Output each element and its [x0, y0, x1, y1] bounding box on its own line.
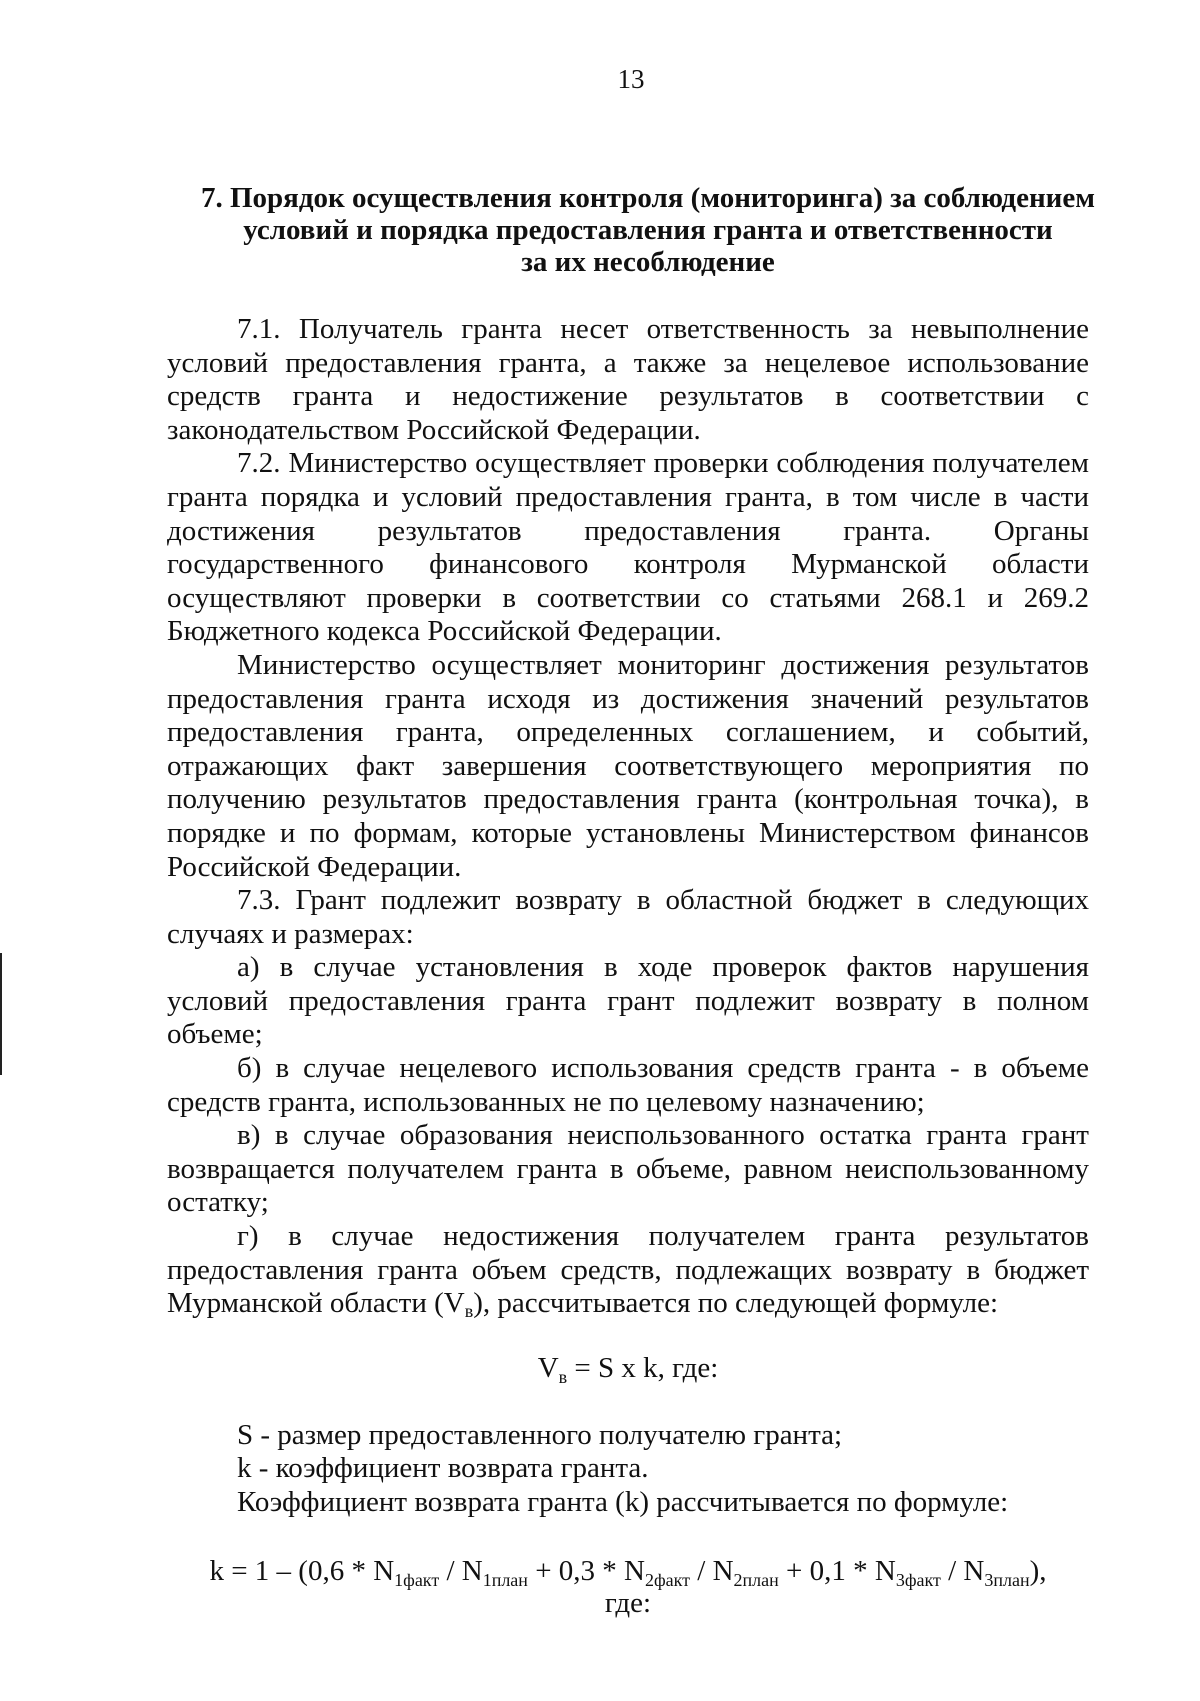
- formula-vb-v: V: [537, 1351, 559, 1384]
- formula-k-where: где:: [604, 1586, 652, 1619]
- formula-k-part-2: / N: [439, 1554, 483, 1587]
- formula-vb-rest: = S x k, где:: [567, 1351, 719, 1384]
- scan-edge-mark: [0, 953, 2, 1075]
- paragraph-7-2: 7.2. Министерство осуществляет проверки соблюдения получателем гранта порядка и условий предоставления гранта, в том числе в части достижения результатов предоставления гранта. Органы государственного финансового контроля Мурманской области осуществляют проверки в соответствии со статьями 268.1 и 269.2 Бюджетного кодекса Российской Федерации.: [167, 447, 1089, 648]
- formula-vb-subscript: в: [558, 1366, 568, 1387]
- paragraph-7-2-monitoring: Министерство осуществляет мониторинг достижения результатов предоставления гранта исходя из достижения значений результатов предоставления гранта, определенных соглашением, и событий, отражающих факт завершения соответствующего мероприятия по получению результатов предоставления гранта (контрольная точка), в порядке и по формам, которые установлены Министерством финансов Российской Федерации.: [167, 648, 1089, 883]
- formula-k-part-3: + 0,3 * N: [527, 1554, 645, 1587]
- paragraph-7-3-g-subscript: в: [464, 1301, 474, 1322]
- formula-k-sub-4: 2план: [733, 1569, 779, 1590]
- formula-k-sub-2: 1план: [482, 1569, 528, 1590]
- formula-k-part-7: ),: [1029, 1554, 1047, 1587]
- formula-k-sub-6: 3план: [984, 1569, 1030, 1590]
- formula-vb: [167, 1351, 1089, 1385]
- paragraph-7-3-g: [167, 1220, 1089, 1321]
- heading-line-1: 7. Порядок осуществления контроля (мониторинга) за соблюдением: [200, 182, 1096, 214]
- formula-k-sub-1: 1факт: [394, 1569, 440, 1590]
- k-formula-intro: Коэффициент возврата гранта (k) рассчитывается по формуле:: [237, 1486, 1009, 1518]
- definition-s: S - размер предоставленного получателю гранта;: [237, 1418, 843, 1451]
- formula-k-sub-3: 2факт: [645, 1569, 691, 1590]
- heading-line-2: условий и порядка предоставления гранта и ответственности: [243, 214, 1053, 246]
- document-body: [167, 313, 1089, 1618]
- formula-k: [167, 1554, 1089, 1588]
- paragraph-7-3-g-tail: ), рассчитывается по следующей формуле:: [473, 1287, 999, 1320]
- page-number: 13: [617, 64, 645, 94]
- heading-line-3: за их несоблюдение: [521, 246, 775, 278]
- formula-k-part-4: / N: [690, 1554, 734, 1587]
- section-heading: [150, 182, 1146, 278]
- formula-k-part-6: / N: [940, 1554, 985, 1587]
- paragraph-7-3-v: в) в случае образования неиспользованного остатка гранта грант возвращается получателем гранта в объеме, равном неиспользованному остатку;: [167, 1119, 1089, 1219]
- definition-k: k - коэффициент возврата гранта.: [237, 1452, 649, 1485]
- paragraph-7-3-b: б) в случае нецелевого использования средств гранта - в объеме средств гранта, использованных не по целевому назначению;: [167, 1052, 1089, 1118]
- paragraph-7-3: 7.3. Грант подлежит возврату в областной бюджет в следующих случаях и размерах:: [167, 884, 1089, 950]
- formula-k-sub-5: 3факт: [895, 1569, 941, 1590]
- paragraph-7-3-a: а) в случае установления в ходе проверок фактов нарушения условий предоставления гранта грант подлежит возврату в полном объеме;: [167, 951, 1089, 1051]
- paragraph-7-3-g-text: г) в случае недостижения получателем гранта результатов предоставления гранта объем средств, подлежащих возврату в бюджет Мурманской области (V: [167, 1220, 1089, 1320]
- formula-k-part-1: k = 1 – (0,6 * N: [209, 1554, 395, 1587]
- paragraph-7-1: 7.1. Получатель гранта несет ответственность за невыполнение условий предоставления гранта, а также за нецелевое использование средств гранта и недостижение результатов в соответствии с законодательством Российской Федерации.: [167, 313, 1089, 446]
- formula-k-part-5: + 0,1 * N: [778, 1554, 896, 1587]
